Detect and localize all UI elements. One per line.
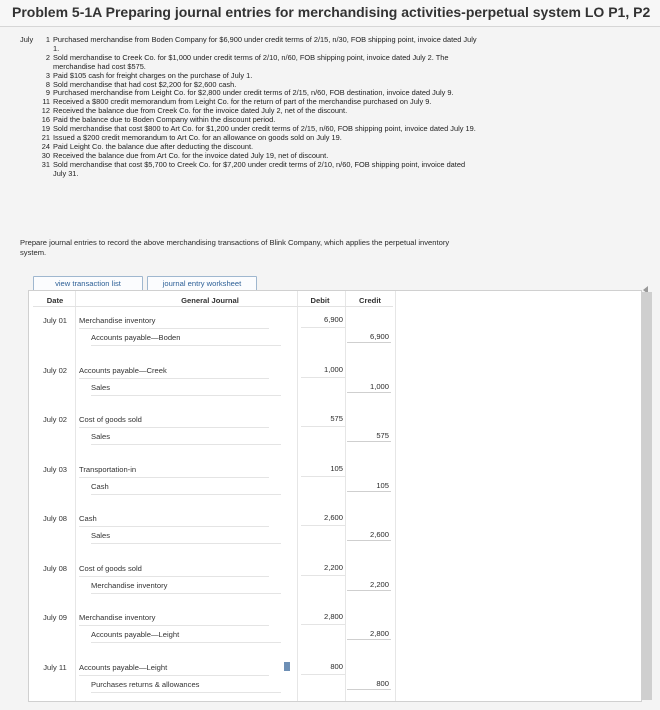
journal-entry (29, 462, 641, 512)
credit-account-field[interactable]: Sales (91, 531, 110, 540)
field-underline (79, 675, 269, 676)
tab-view-transaction-list[interactable]: view transaction list (33, 276, 143, 291)
transaction-text: Received the balance due from Art Co. for the invoice dated July 19, net of discount. (53, 150, 329, 160)
transaction-month: July (20, 35, 34, 44)
field-underline (91, 494, 281, 495)
transaction-month (20, 72, 38, 81)
entry-date: July 11 (43, 662, 67, 672)
transaction-month (20, 107, 38, 116)
transaction-text: Paid Leight Co. the balance due after deducting the discount. (53, 141, 254, 151)
entry-date: July 02 (42, 415, 68, 424)
debit-amount-field[interactable]: 2,600 (323, 513, 343, 522)
transaction-text: Sold merchandise to Creek Co. for $1,000 under credit terms of 2/10, n/60, FOB shipping point, invoice dated July 2. The merchandise had cost $575. (53, 52, 449, 71)
credit-amount-field[interactable]: 800 (347, 678, 391, 690)
credit-amount-field[interactable]: 6,900 (347, 331, 391, 343)
transaction-day: 16 (41, 115, 50, 125)
transaction-month (20, 54, 38, 72)
header-credit: Credit (359, 296, 381, 305)
debit-account-field[interactable]: Accounts payable—Leight (79, 662, 168, 672)
field-underline (79, 625, 269, 626)
transaction-month (20, 98, 38, 107)
transaction-item (20, 36, 480, 54)
debit-amount-field[interactable]: 800 (330, 661, 343, 671)
transaction-month (20, 89, 38, 98)
field-underline (301, 525, 345, 526)
transaction-day: 3 (45, 70, 50, 80)
transaction-text: Paid the balance due to Boden Company within the discount period. (53, 115, 276, 125)
entry-date: July 02 (42, 365, 68, 375)
credit-account-field[interactable]: Purchases returns & allowances (91, 679, 200, 689)
header-general-journal: General Journal (181, 296, 239, 305)
field-underline (301, 426, 345, 427)
transaction-month (20, 134, 38, 143)
journal-entry (29, 511, 641, 561)
transaction-text: Issued a $200 credit memorandum to Art Co. for an allowance on goods sold on July 19. (53, 132, 342, 142)
transaction-item (20, 54, 480, 72)
field-underline (79, 328, 269, 329)
field-underline (79, 378, 269, 379)
transaction-month (20, 152, 38, 161)
instructions: Prepare journal entries to record the above merchandising transactions of Blink Company, which applies the perpetual inventory system. (20, 238, 450, 257)
title-bar (0, 0, 660, 27)
journal-entry (29, 660, 641, 710)
credit-amount-field[interactable]: 2,200 (347, 579, 391, 591)
header-divider (33, 306, 393, 307)
transaction-day: 8 (45, 79, 50, 89)
transaction-list (20, 36, 480, 179)
transaction-text: Paid $105 cash for freight charges on the purchase of July 1. (53, 70, 253, 80)
header-date: Date (46, 296, 64, 305)
field-underline (301, 327, 345, 328)
field-underline (91, 444, 281, 445)
debit-account-field[interactable]: Cash (79, 514, 97, 523)
credit-account-field[interactable]: Merchandise inventory (91, 580, 168, 590)
debit-account-field[interactable]: Accounts payable—Creek (79, 365, 167, 375)
journal-entry (29, 313, 641, 363)
entry-date: July 01 (42, 316, 68, 325)
field-underline (91, 543, 281, 544)
transaction-day: 19 (41, 124, 50, 134)
transaction-month (20, 116, 38, 125)
field-underline (301, 575, 345, 576)
journal-entry (29, 610, 641, 660)
transaction-text: Purchased merchandise from Leight Co. for $2,800 under credit terms of 2/15, n/60, FOB destination, invoice dated July 9. (53, 88, 454, 98)
field-underline (91, 345, 281, 346)
entry-date: July 03 (42, 464, 68, 474)
debit-account-field[interactable]: Transportation-in (79, 464, 137, 474)
credit-amount-field[interactable]: 1,000 (347, 381, 391, 393)
debit-amount-field[interactable]: 105 (330, 463, 343, 473)
field-underline (301, 476, 345, 477)
field-underline (79, 576, 269, 577)
field-underline (301, 624, 345, 625)
transaction-month (20, 81, 38, 90)
debit-amount-field[interactable]: 6,900 (323, 315, 343, 324)
debit-amount-field[interactable]: 1,000 (323, 364, 343, 374)
transaction-text: Sold merchandise that had cost $2,200 for $2,600 cash. (53, 79, 237, 89)
transaction-text: Sold merchandise that cost $800 to Art Co. for $1,200 under credit terms of 2/15, n/60, FOB shipping point, invoice dated July 19. (53, 124, 476, 134)
tab-journal-entry-worksheet[interactable]: journal entry worksheet (147, 276, 257, 291)
entry-date: July 08 (42, 514, 68, 523)
field-underline (301, 674, 345, 675)
transaction-day: 11 (42, 97, 50, 107)
transaction-day: 30 (41, 150, 50, 160)
entry-date: July 08 (42, 563, 68, 573)
transaction-day: 24 (41, 141, 50, 151)
credit-amount-field[interactable]: 2,600 (347, 529, 391, 541)
transaction-day: 12 (41, 106, 50, 116)
field-underline (91, 593, 281, 594)
debit-account-field[interactable]: Cost of goods sold (79, 563, 142, 573)
page-title: Problem 5-1A Preparing journal entries for merchandising activities-perpetual system LO P1, P2 (12, 4, 651, 20)
field-underline (301, 377, 345, 378)
input-focus-marker (284, 662, 290, 671)
field-underline (79, 427, 269, 428)
transaction-item (20, 161, 480, 179)
journal-entry (29, 561, 641, 611)
credit-amount-field[interactable]: 575 (347, 430, 391, 442)
debit-amount-field[interactable]: 2,200 (323, 562, 343, 572)
transaction-text: Sold merchandise that cost $5,700 to Creek Co. for $7,200 under credit terms of 2/10, n/60, FOB shipping point, invoice dated July 31. (53, 159, 466, 178)
journal-entry (29, 363, 641, 413)
journal-panel (28, 290, 642, 702)
transaction-day: 9 (45, 88, 50, 98)
transaction-month (20, 161, 38, 179)
debit-account-field[interactable]: Merchandise inventory (79, 613, 156, 622)
transaction-month (20, 125, 38, 134)
debit-account-field[interactable]: Cost of goods sold (79, 415, 142, 424)
entry-date: July 09 (42, 613, 68, 622)
credit-amount-field[interactable]: 2,800 (347, 628, 391, 640)
field-underline (91, 642, 281, 643)
transaction-month (20, 143, 38, 152)
header-debit: Debit (310, 296, 330, 305)
debit-amount-field[interactable]: 575 (330, 414, 343, 423)
credit-account-field[interactable]: Accounts payable—Boden (91, 333, 181, 342)
field-underline (91, 692, 281, 693)
transaction-text: Received a $800 credit memorandum from Leight Co. for the return of part of the merchandise purchased on July 9. (53, 97, 432, 107)
debit-amount-field[interactable]: 2,800 (323, 612, 343, 621)
debit-account-field[interactable]: Merchandise inventory (79, 316, 156, 325)
field-underline (91, 395, 281, 396)
credit-account-field[interactable]: Accounts payable—Leight (91, 630, 180, 639)
field-underline (79, 477, 269, 478)
transaction-day: 1 (45, 35, 50, 44)
journal-entry (29, 412, 641, 462)
transaction-text: Received the balance due from Creek Co. for the invoice dated July 2, net of the discount. (53, 106, 348, 116)
transaction-day: 21 (41, 132, 50, 142)
credit-account-field[interactable]: Cash (91, 481, 109, 491)
field-underline (79, 526, 269, 527)
credit-account-field[interactable]: Sales (91, 432, 110, 441)
transaction-day: 2 (45, 52, 50, 62)
transaction-day: 31 (41, 159, 50, 169)
transaction-text: Purchased merchandise from Boden Company for $6,900 under credit terms of 2/15, n/30, FOB shipping point, invoice dated July 1. (53, 35, 477, 53)
credit-account-field[interactable]: Sales (91, 382, 110, 392)
credit-amount-field[interactable]: 105 (347, 480, 391, 492)
